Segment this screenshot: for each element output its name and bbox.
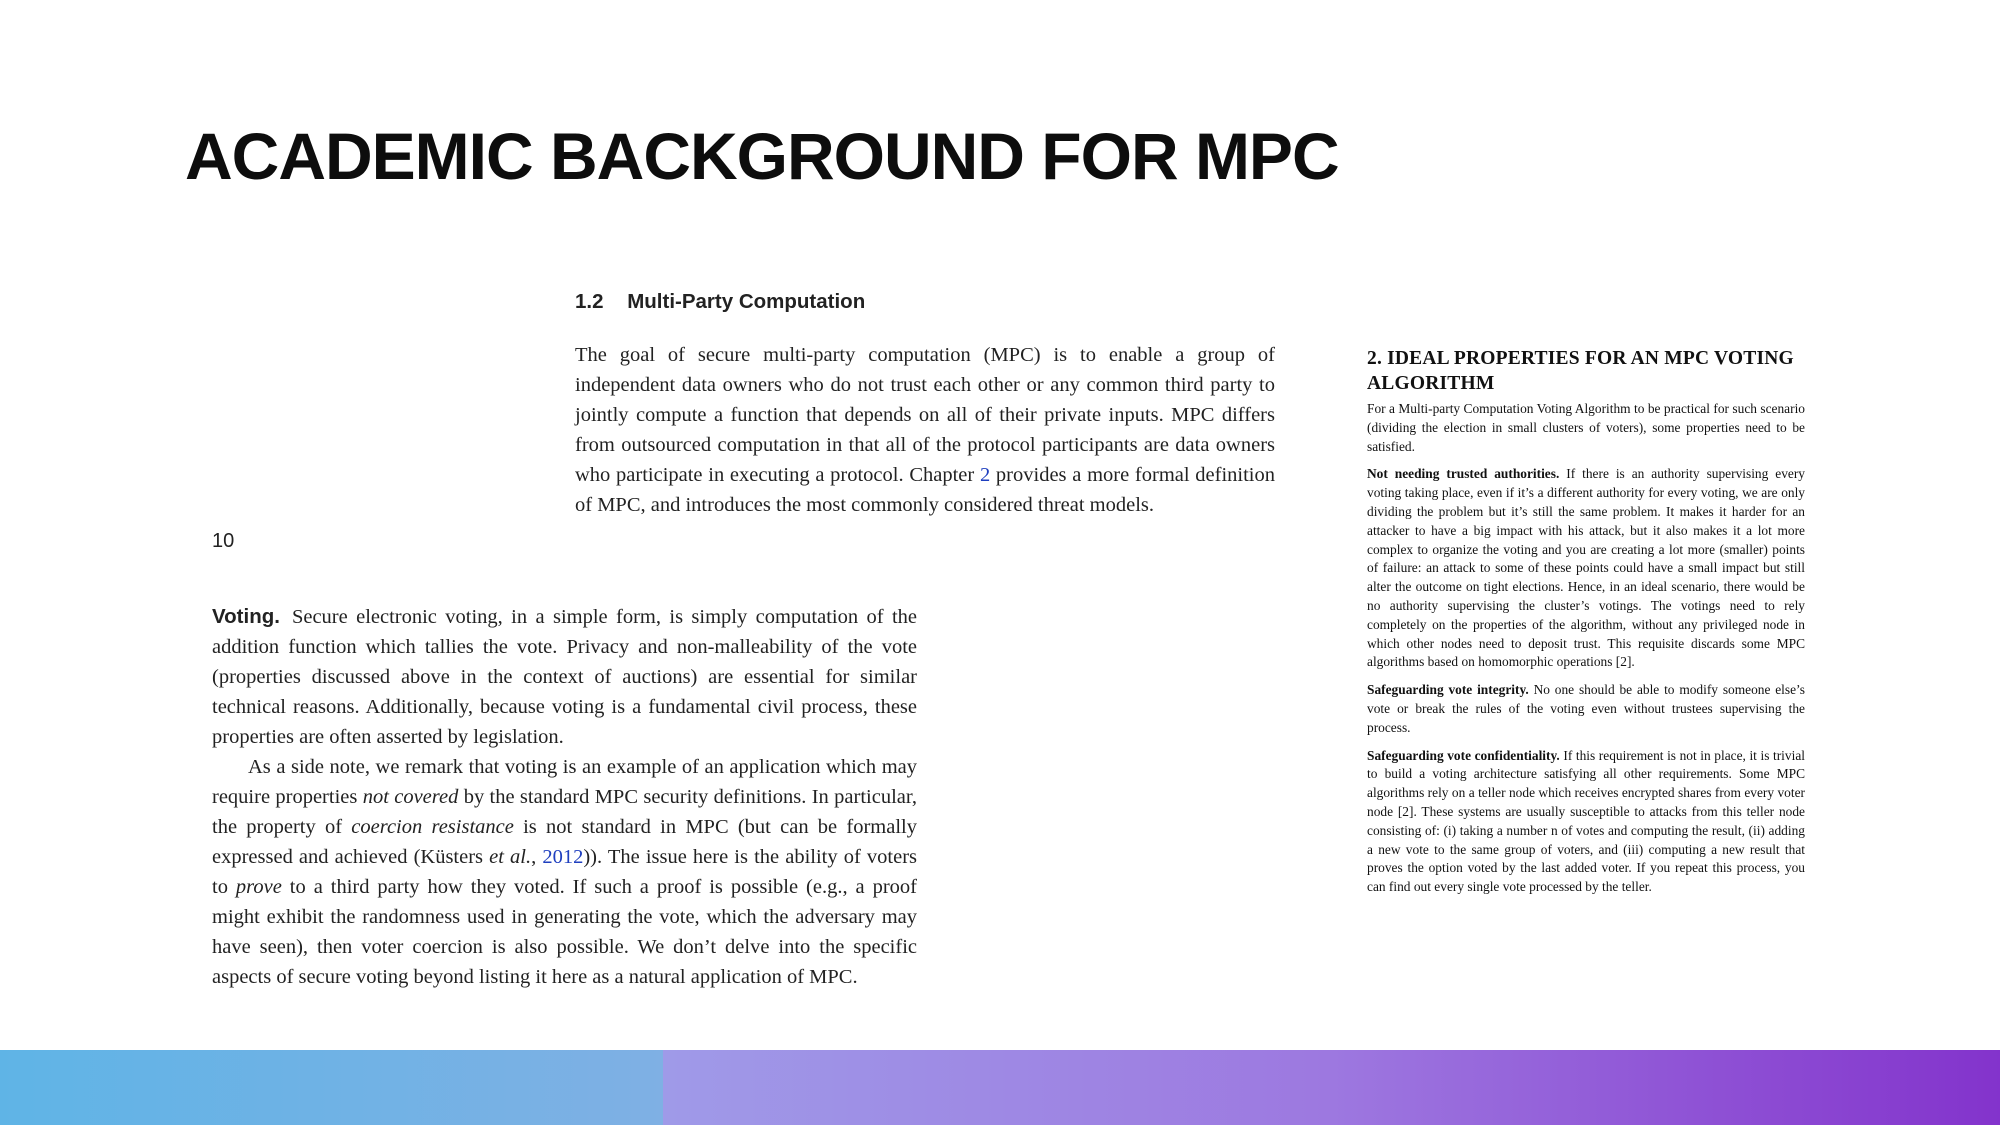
voting-text-2d: , xyxy=(531,846,543,868)
section-number: 1.2 xyxy=(575,290,604,313)
property-lead: Not needing trusted authorities. xyxy=(1367,466,1560,482)
footer-band-right xyxy=(663,1050,2000,1125)
ideal-properties-intro: For a Multi-party Computation Voting Algorithm to be practical for such scenario (dividing the election in small clusters of voters), some properties need to be satisfied. xyxy=(1367,401,1805,454)
voting-text-2a: As a side note, we remark that voting is an example of an application which may require properties xyxy=(212,756,917,808)
voting-paragraph-2 xyxy=(212,752,917,992)
voting-text-1: Secure electronic voting, in a simple form, is simply computation of the addition function which tallies the vote. Privacy and non-malleability of the vote (properties discussed above in the context of auctions) are essential for similar technical reasons. Additionally, because voting is a fundamental civil process, these properties are often asserted by legislation. xyxy=(212,606,917,748)
voting-paragraph-1 xyxy=(212,602,917,752)
citation-link[interactable]: 2012 xyxy=(542,846,584,868)
slide-title: ACADEMIC BACKGROUND FOR MPC xyxy=(185,119,1339,193)
mpc-text-b: provides a more formal definition of MPC, and introduces the most commonly considered threat models. xyxy=(575,464,1275,516)
property-vote-integrity xyxy=(1367,681,1805,737)
voting-text-2f: to a third party how they voted. If such a proof is possible (e.g., a proof might exhibit the randomness used in generating the vote, which the adversary may have seen), then voter coercion is also possible. We don’t delve into the specific aspects of secure voting beyond listing it here as a natural application of MPC. xyxy=(212,876,917,988)
voting-text-2c: is not standard in MPC (but can be formally expressed and achieved (Küsters xyxy=(212,816,917,868)
voting-excerpt xyxy=(212,602,917,992)
ideal-properties-heading: 2. IDEAL PROPERTIES FOR AN MPC VOTING ALGORITHM xyxy=(1367,348,1794,394)
property-vote-confidentiality xyxy=(1367,747,1805,897)
footer-band-left xyxy=(0,1050,663,1125)
emphasis-et-al: et al. xyxy=(489,846,532,868)
voting-lead: Voting. xyxy=(212,605,280,628)
mpc-text-a: The goal of secure multi-party computation (MPC) is to enable a group of independent data owners who do not trust each other or any common third party to jointly compute a function that depends on all of their private inputs. MPC differs from outsourced computation in that all of the protocol participants are data owners who participate in executing a protocol. Chapter xyxy=(575,344,1275,486)
chapter-link[interactable]: 2 xyxy=(979,464,991,486)
property-trusted-authorities xyxy=(1367,465,1805,672)
emphasis-prove: prove xyxy=(235,876,282,898)
mpc-paragraph xyxy=(575,340,1275,520)
ideal-properties-excerpt xyxy=(1367,346,1805,906)
mpc-section-heading xyxy=(575,290,865,314)
voting-text-2b: by the standard MPC security definitions. In particular, the property of xyxy=(212,786,917,838)
property-text: If there is an authority supervising every voting taking place, even if it’s a different authority for every voting, we are only dividing the problem but it’s still the same problem. It makes it harder for an attacker to have a big impact with his attack, but it also makes it a lot more complex to organize the voting and you are creating a lot more (smaller) points of failure: an attack to some of these points could have a small impact but still alter the outcome on tight elections. Hence, in an ideal scenario, there would be no authority supervising the cluster’s votings. The votings need to rely completely on the properties of the algorithm, without any privileged node in which other nodes need to deposit trust. This requisite discards some MPC algorithms based on homomorphic operations [2]. xyxy=(1367,466,1805,670)
emphasis-coercion-resistance: coercion resistance xyxy=(351,816,514,838)
voting-text-2e: )). The issue here is the ability of voters to xyxy=(212,846,917,898)
property-text: If this requirement is not in place, it is trivial to build a voting architecture satisfying all other requirements. Some MPC algorithms rely on a teller node which receives encrypted shares from every voter node [2]. These systems are usually susceptible to attacks from this teller node consisting of: (i) taking a number n of votes and computing the result, (ii) adding a new vote to the same group of voters, and (iii) computing a new result that proves the option voted by the last added voter. If you repeat this process, you can find out every single vote processed by the teller. xyxy=(1367,747,1805,895)
section-title: Multi-Party Computation xyxy=(627,290,866,313)
property-lead: Safeguarding vote confidentiality. xyxy=(1367,747,1560,763)
page-number: 10 xyxy=(212,530,235,552)
property-text: No one should be able to modify someone else’s vote or break the rules of the voting even without trustees supervising the process. xyxy=(1367,682,1805,735)
property-lead: Safeguarding vote integrity. xyxy=(1367,682,1529,698)
emphasis-not-covered: not covered xyxy=(362,786,459,808)
